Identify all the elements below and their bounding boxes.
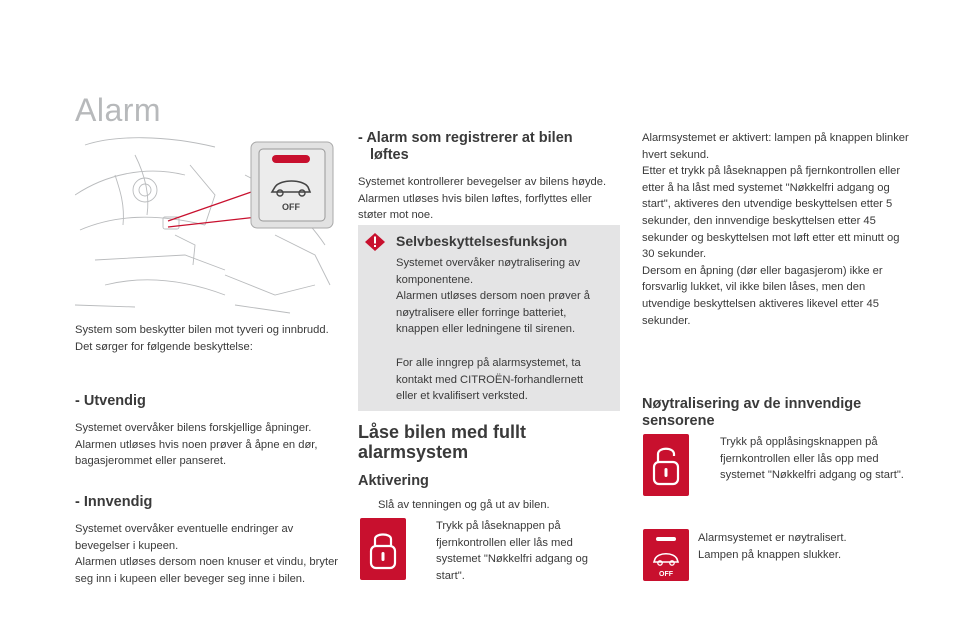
unlock-bullet [700,434,910,484]
off-button-label: OFF [282,202,300,212]
activation-heading: Aktivering [358,473,429,489]
active-text-2: Etter et trykk på låseknappen på fjernkontrollen eller etter å ha låst med systemet "Nøkkelfri adgang og start", aktiveres den utvendige beskyttelsen etter 5 sekunder, den innvendige beskyttelsen etter 45 sekunder og beskyttelsen mot løft etter ett minutt og 30 sekunder. [642,165,901,261]
activation-bullet-2 [416,518,606,584]
neutralization-heading-line-2: sensorene [642,413,715,429]
dashboard-illustration [75,135,337,321]
active-text-1: Alarmsystemet er aktivert: lampen på knappen blinker hvert sekund. [642,132,909,161]
neutralized-text-1: Alarmsystemet er nøytralisert. [698,532,847,544]
dashboard-drawing [75,135,337,321]
unlock-bullet-text: Trykk på opplåsingsknappen på fjernkontrollen eller lås opp med systemet "Nøkkelfri adgang og start". [720,436,904,482]
lock-section [358,422,620,514]
warning-icon [365,233,385,251]
interior-text-1: Systemet overvåker eventuelle endringer av bevegelser i kupeen. [75,522,294,552]
warning-text [396,255,606,338]
neutralized-text [698,530,910,563]
lock-icon-box [360,518,406,580]
lift-heading-line-1: - Alarm som registrerer at bilen [358,130,573,146]
bullet-icon [700,434,720,484]
lift-heading-line-2: løftes [370,147,409,163]
exterior-heading: - Utvendig [75,393,146,410]
page-title: Alarm [75,92,162,128]
unlock-icon-box [643,434,689,496]
active-text-3: Dersom en åpning (dør eller bagasjerom) ikke er forsvarlig lukket, vil ikke bilen låses, men den utvendige beskyttelsen aktiveres likevel etter 45 sekunder. [642,264,883,327]
interior-heading: - Innvendig [75,493,153,510]
column-middle [358,130,620,224]
alarm-off-icon [643,529,689,581]
warning-text-2: Alarmen utløses dersom noen prøver å nøytralisere eller forringe batteriet, knappen eller ledningene til sirenen. [396,290,590,336]
lock-heading [358,422,620,462]
neutralization-heading [642,396,910,430]
neutralized-text-2: Lampen på knappen slukker. [698,548,842,561]
lift-heading [358,130,620,164]
interior-text-2: Alarmen utløses dersom noen knuser et vindu, bryter seg inn i kupeen eller beveger seg inne i bilen. [75,556,339,585]
warning-dealer-text: For alle inngrep på alarmsystemet, ta kontakt med CITROËN-forhandlernett eller et kvalifisert verksted. [396,357,584,403]
off-icon-box [643,529,689,581]
warning-text-1: Systemet overvåker nøytralisering av komponentene. [396,257,581,286]
off-icon-label: OFF [659,571,673,578]
activation-bullet-2-text: Trykk på låseknappen på fjernkontrollen eller lås med systemet "Nøkkelfri adgang og start". [436,520,588,582]
neutralization-heading-line-1: Nøytralisering av de innvendige [642,396,862,412]
lock-heading-line-2: alarmsystem [358,442,469,462]
column-left [75,322,343,587]
activation-bullet-1 [358,497,620,514]
intro-text: System som beskytter bilen mot tyveri og innbrudd. Det sørger for følgende beskyttelse: [75,324,329,353]
unlock-icon [643,434,689,496]
bullet-icon [416,518,436,584]
warning-box [358,225,620,411]
lock-icon [360,518,406,580]
activation-bullet-1-text: Slå av tenningen og gå ut av bilen. [378,499,550,511]
warning-heading: Selvbeskyttelsesfunksjon [396,233,568,249]
bullet-icon [358,497,378,514]
column-right [642,130,910,329]
exterior-text: Systemet overvåker bilens forskjellige åpninger. Alarmen utløses hvis noen prøver å åpne en dør, bagasjerommet eller panseret. [75,422,318,468]
lift-text: Systemet kontrollerer bevegelser av bilens høyde. Alarmen utløses hvis bilen løftes, forflyttes eller støter mot noe. [358,176,607,222]
lock-heading-line-1: Låse bilen med fullt [358,422,527,442]
